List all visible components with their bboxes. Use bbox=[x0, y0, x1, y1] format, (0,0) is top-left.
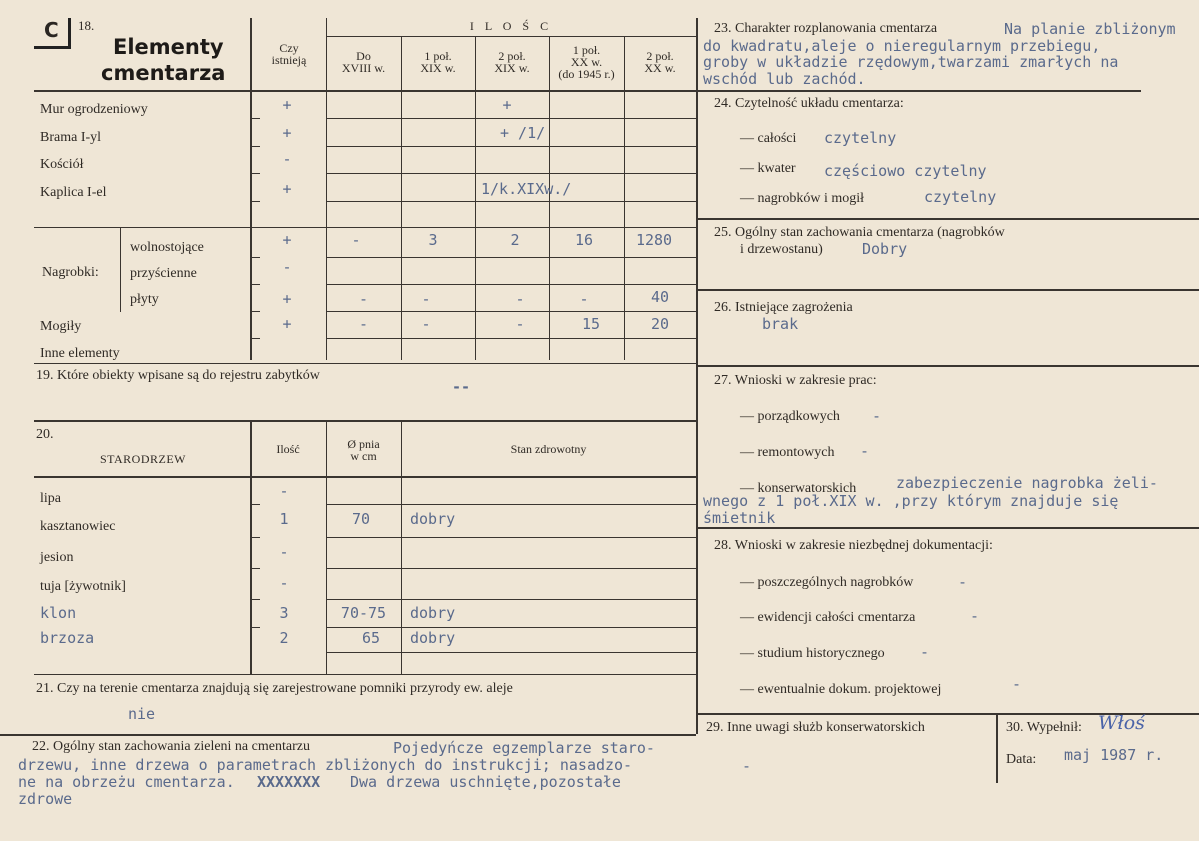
ilosc-header: I L O Ś C bbox=[469, 19, 553, 33]
q27-kons-line1: zabezpieczenie nagrobka żeli- bbox=[896, 474, 1158, 492]
tree-row-1-dia: 70 bbox=[351, 510, 371, 528]
row-plyty-label: płyty bbox=[130, 292, 159, 307]
row-plyty-c4: - bbox=[579, 290, 589, 308]
section-number: 18. bbox=[78, 18, 95, 33]
row-kaplica-exists: + bbox=[282, 180, 292, 198]
q23-line2: do kwadratu,aleje o nieregularnym przebiegu, bbox=[703, 37, 1101, 55]
q30-signature: Włoś bbox=[1098, 712, 1145, 734]
q29-answer: - bbox=[742, 757, 752, 775]
q25-label1: 25. Ogólny stan zachowania cmentarza (nagrobków bbox=[714, 225, 1005, 240]
q30-label: 30. Wypełnił: bbox=[1006, 720, 1082, 735]
q28-item-0-label: — poszczególnych nagrobków bbox=[740, 575, 914, 590]
q21-answer: nie bbox=[128, 705, 156, 723]
col-header-5: 2 poł. XX w. bbox=[644, 49, 676, 75]
col-header-1: Do XVIII w. bbox=[341, 49, 386, 75]
tree-row-5-qty: 2 bbox=[279, 629, 289, 647]
tree-row-5-dia: 65 bbox=[361, 629, 381, 647]
nagrobki-label: Nagrobki: bbox=[42, 265, 99, 280]
row-plyty-c1: - bbox=[358, 290, 369, 308]
row-mogily-exists: + bbox=[282, 315, 292, 333]
q23-line4: wschód lub zachód. bbox=[703, 70, 866, 88]
q28-item-1-label: — ewidencji całości cmentarza bbox=[740, 610, 916, 625]
title-line1: Elementy bbox=[113, 35, 224, 59]
tree-row-2-name: jesion bbox=[40, 550, 74, 565]
row-mogily-label: Mogiły bbox=[40, 319, 82, 334]
row-wolno-exists: + bbox=[282, 231, 292, 249]
col-exists-header: Czy istnieją bbox=[271, 41, 307, 67]
q24-item-2-label: — nagrobków i mogił bbox=[740, 191, 865, 206]
tree-row-3-name: tuja [żywotnik] bbox=[40, 579, 126, 594]
row-przysc-exists: - bbox=[282, 258, 292, 276]
q22-line3x: XXXXXXX bbox=[257, 773, 321, 791]
row-kosciol-label: Kościół bbox=[40, 157, 84, 172]
row-wolno-c3: 2 bbox=[510, 231, 520, 249]
q23-line3: groby w układzie rzędowym,twarzami zmarłych na bbox=[703, 53, 1119, 71]
tree-row-5-stan: dobry bbox=[410, 629, 456, 647]
q27-porz: — porządkowych bbox=[740, 409, 840, 424]
q22-line4: zdrowe bbox=[18, 790, 73, 808]
row-mogily-c4: 15 bbox=[581, 315, 601, 333]
q29-label: 29. Inne uwagi służb konserwatorskich bbox=[706, 720, 925, 735]
q26-answer: brak bbox=[762, 315, 799, 333]
row-mogily-c3: - bbox=[515, 315, 525, 333]
row-plyty-exists: + bbox=[282, 290, 292, 308]
tree-row-4-stan: dobry bbox=[410, 604, 456, 622]
q28-item-2-answer: - bbox=[920, 643, 930, 661]
row-wolno-label: wolnostojące bbox=[130, 240, 204, 255]
q24-item-1-answer: częściowo czytelny bbox=[824, 162, 987, 180]
title-line2: cmentarza bbox=[101, 61, 226, 85]
row-wolno-c1: - bbox=[351, 231, 361, 249]
q27-label: 27. Wnioski w zakresie prac: bbox=[714, 373, 877, 388]
row-inne-label: Inne elementy bbox=[40, 346, 120, 361]
row-mur-exists: + bbox=[282, 96, 292, 114]
row-brama-label: Brama I-yl bbox=[40, 130, 102, 145]
q22-label: 22. Ogólny stan zachowania zieleni na cmentarzu bbox=[32, 739, 310, 754]
row-przysc-label: przyścienne bbox=[130, 266, 197, 281]
q24-item-0-label: — całości bbox=[740, 131, 797, 146]
q24-item-1-label: — kwater bbox=[740, 161, 796, 176]
q25-label2: i drzewostanu) bbox=[740, 242, 823, 257]
row-kosciol-exists: - bbox=[282, 150, 292, 168]
q28-item-1-answer: - bbox=[970, 607, 980, 625]
tree-row-1-qty: 1 bbox=[279, 510, 289, 528]
tree-row-2-qty: - bbox=[279, 543, 289, 561]
q20-col-pnia: Ø pnia w cm bbox=[347, 437, 380, 463]
q28-item-3-answer: - bbox=[1012, 675, 1022, 693]
row-plyty-c3: - bbox=[515, 290, 525, 308]
q22-line1: Pojedyńcze egzemplarze staro- bbox=[393, 739, 655, 757]
q23-label: 23. Charakter rozplanowania cmentarza bbox=[714, 21, 938, 36]
row-wolno-c4: 16 bbox=[574, 231, 594, 249]
q27-kons: — konserwatorskich bbox=[740, 481, 857, 496]
col-header-3: 2 poł. XIX w. bbox=[494, 49, 530, 75]
row-kaplica-c3: 1/k.XIXw./ bbox=[481, 180, 572, 198]
row-brama-c3: + /1/ bbox=[500, 124, 546, 142]
row-mogily-c2: - bbox=[421, 315, 431, 333]
q28-item-3-label: — ewentualnie dokum. projektowej bbox=[740, 682, 942, 697]
q28-item-2-label: — studium historycznego bbox=[740, 646, 885, 661]
row-mur-c3: + bbox=[502, 96, 512, 114]
q28-label: 28. Wnioski w zakresie niezbędnej dokumentacji: bbox=[714, 538, 993, 553]
q30-date: maj 1987 r. bbox=[1064, 746, 1164, 764]
q28-item-0-answer: - bbox=[958, 573, 968, 591]
row-mur-label: Mur ogrodzeniowy bbox=[40, 102, 148, 117]
row-brama-exists: + bbox=[282, 124, 292, 142]
q19-answer: -- bbox=[452, 378, 471, 396]
q25-answer: Dobry bbox=[862, 240, 908, 258]
q20-col-stan: Stan zdrowotny bbox=[510, 442, 587, 456]
q24-label: 24. Czytelność układu cmentarza: bbox=[714, 96, 904, 111]
col-header-4: 1 poł. XX w. (do 1945 r.) bbox=[558, 43, 615, 81]
tree-row-1-stan: dobry bbox=[410, 510, 456, 528]
q22-line2: drzewu, inne drzewa o parametrach zbliżonych do instrukcji; nasadzo- bbox=[18, 756, 633, 774]
tree-row-3-qty: - bbox=[279, 574, 289, 592]
col-header-2: 1 poł. XIX w. bbox=[420, 49, 456, 75]
q27-porz-answer: - bbox=[872, 407, 882, 425]
q27-rem-answer: - bbox=[860, 442, 870, 460]
row-mogily-c5: 20 bbox=[650, 315, 670, 333]
tree-row-5-name: brzoza bbox=[40, 629, 95, 647]
tree-row-4-dia: 70-75 bbox=[340, 604, 387, 622]
q19-label: 19. Które obiekty wpisane są do rejestru zabytków bbox=[36, 368, 320, 383]
q21-label: 21. Czy na terenie cmentarza znajdują się zarejestrowane pomniki przyrody ew. aleje bbox=[36, 681, 513, 696]
q26-label: 26. Istniejące zagrożenia bbox=[714, 300, 853, 315]
q27-kons-line3: śmietnik bbox=[703, 509, 776, 527]
tree-row-4-qty: 3 bbox=[279, 604, 289, 622]
q23-line1: Na planie zbliżonym bbox=[1004, 20, 1176, 38]
q24-item-2-answer: czytelny bbox=[924, 188, 997, 206]
q20-number: 20. bbox=[36, 427, 54, 442]
tree-row-1-name: kasztanowiec bbox=[40, 519, 116, 534]
row-mogily-c1: - bbox=[358, 315, 369, 333]
tree-row-4-name: klon bbox=[40, 604, 77, 622]
q22-line3b: Dwa drzewa uschnięte,pozostałe bbox=[350, 773, 621, 791]
tree-row-0-qty: - bbox=[279, 482, 289, 500]
q20-col-ilosc: Ilość bbox=[276, 442, 300, 456]
row-wolno-c2: 3 bbox=[428, 231, 438, 249]
row-plyty-c5: 40 bbox=[650, 288, 670, 306]
q20-title: STARODRZEW bbox=[99, 452, 187, 466]
row-wolno-c5: 1280 bbox=[635, 231, 673, 249]
row-kaplica-label: Kaplica I-el bbox=[40, 185, 107, 200]
section-letter: C bbox=[44, 18, 59, 42]
q27-kons-line2: wnego z 1 poł.XIX w. ,przy którym znajduje się bbox=[703, 492, 1119, 510]
q27-rem: — remontowych bbox=[740, 445, 835, 460]
q22-line3a: ne na obrzeżu cmentarza. bbox=[18, 773, 235, 791]
q24-item-0-answer: czytelny bbox=[824, 129, 897, 147]
q30-date-label: Data: bbox=[1006, 752, 1037, 767]
row-plyty-c2: - bbox=[421, 290, 431, 308]
tree-row-0-name: lipa bbox=[40, 491, 61, 506]
